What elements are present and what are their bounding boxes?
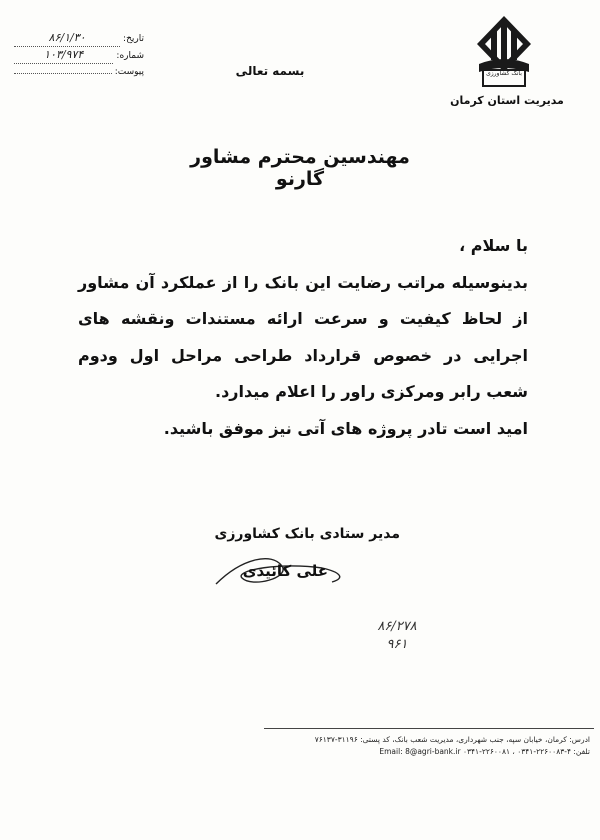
body-paragraph: بدینوسیله مراتب رضایت این بانک را از عملکرد آن مشاور از لحاظ کیفیت و سرعت ارائه مستندات ونقشه های اجرایی در خصوص قرارداد طراحی مراحل اول ودوم شعب رابر ومرکزی راور را اعلام میدارد. (78, 272, 528, 401)
recipient-line: مهندسین محترم مشاور گارنو (190, 146, 410, 190)
date-value: ۸۶/۱/۳۰ (14, 30, 120, 47)
date-row (14, 30, 144, 47)
department-label: مدیریت استان کرمان (450, 94, 564, 107)
wheat-emblem-icon (469, 14, 539, 92)
footer-contact: تلفن: ۴-۲۲۶۰۰۸۳-۰۳۴۱ ، ۲۲۶۰۰۸۱-۰۳۴۱ Email: 8@agri-bank.ir (379, 747, 590, 756)
bismillah-heading: بسمه تعالی (235, 64, 305, 78)
number-value: ۱۰۳/۹۷۴ (14, 47, 113, 64)
attachment-value (14, 73, 112, 74)
letter-footer (260, 734, 590, 758)
number-row (14, 47, 144, 64)
signatory-title: مدیر ستادی بانک کشاورزی (214, 526, 400, 542)
handwritten-line-1: ۸۶/۲۷۸ (377, 619, 417, 634)
number-label: شماره: (116, 51, 144, 61)
attachment-row (14, 64, 144, 80)
salutation: با سلام ، (459, 236, 528, 255)
signatory-name: علی کائیدی (242, 562, 328, 580)
handwritten-note (352, 618, 442, 654)
date-label: تاریخ: (123, 34, 144, 44)
attachment-label: پیوست: (114, 67, 144, 77)
letter-body (78, 228, 528, 447)
footer-divider (264, 728, 594, 729)
footer-address: ادرس: کرمان، خیابان سپه، جنب شهرداری، مدیریت شعب بانک، کد پستی: ۳۱۱۹۶-۷۶۱۳۷ (314, 735, 590, 744)
handwritten-line-2: ۹۶۱ (386, 637, 408, 652)
reference-block (14, 30, 144, 80)
closing-paragraph: امید است تادر پروژه های آتی نیز موفق باشید. (163, 418, 528, 438)
logo-caption: بانک کشاورزی (486, 70, 522, 77)
